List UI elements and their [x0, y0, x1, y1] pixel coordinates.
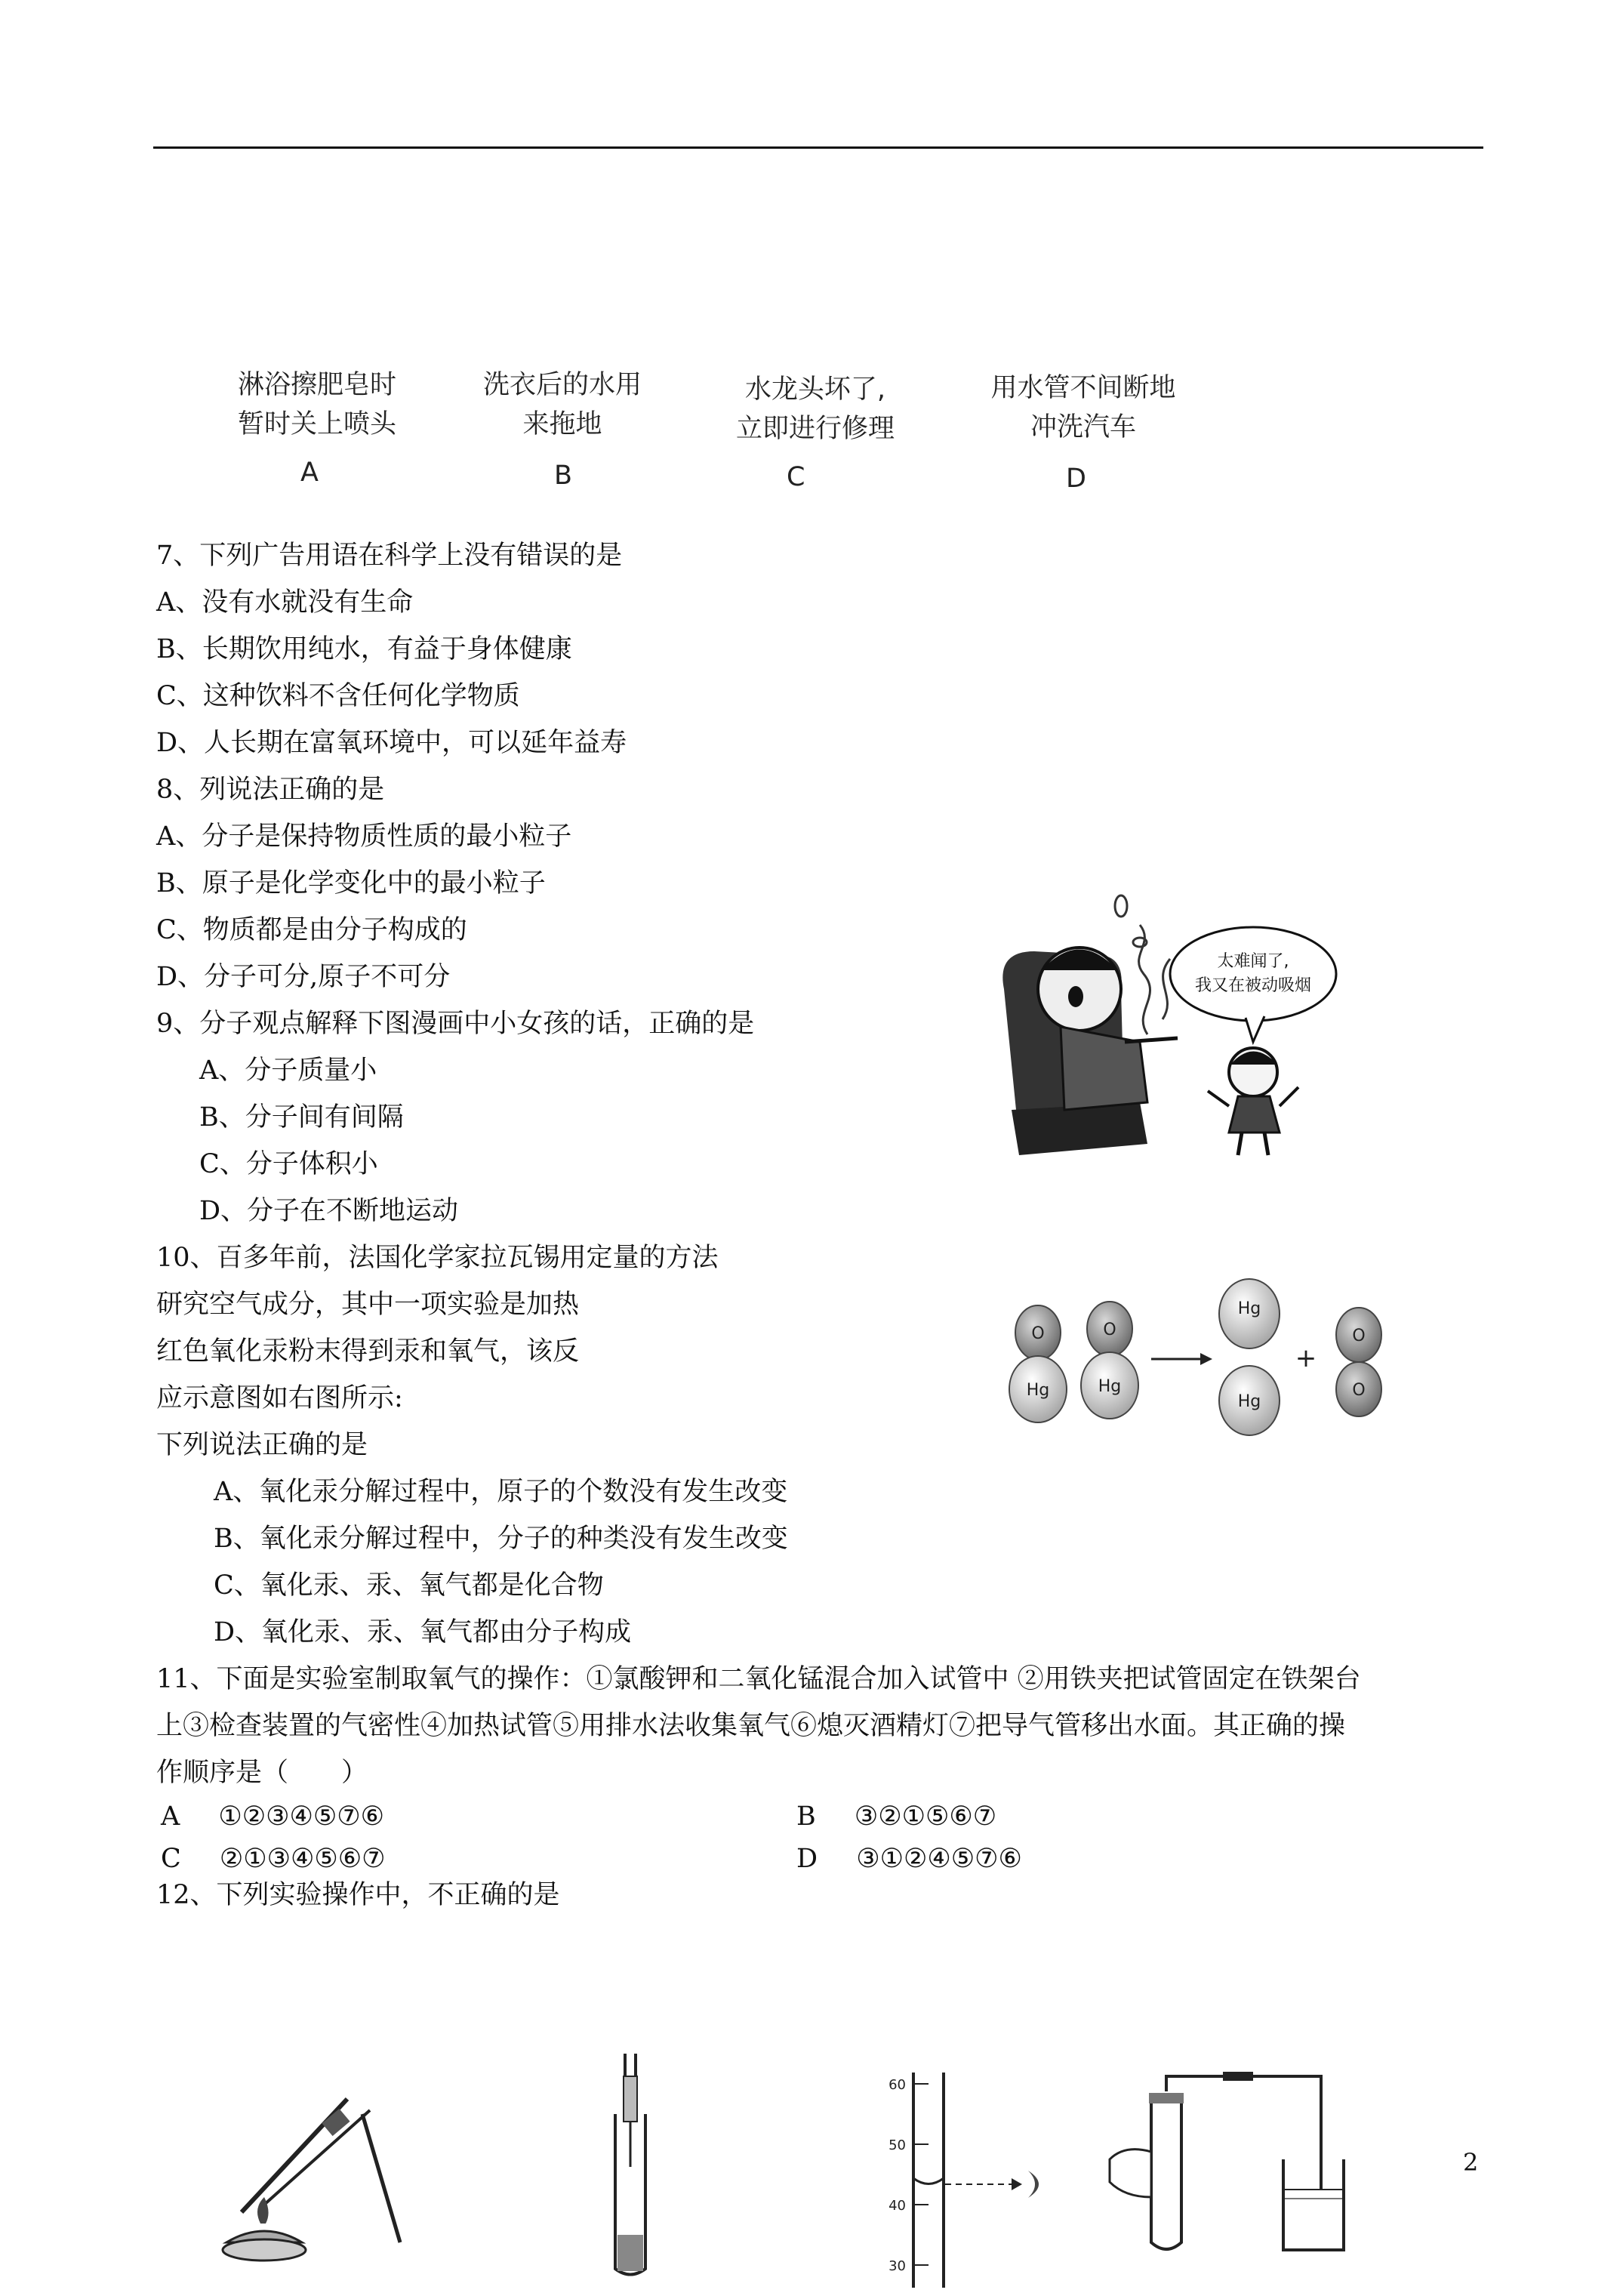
q7-stem: 7、下列广告用语在科学上没有错误的是 — [156, 541, 623, 571]
q10-stem-line4: 应示意图如右图所示: — [156, 1383, 403, 1413]
atom-o-label: O — [1103, 1321, 1116, 1339]
q9-option-d: D、分子在不断地运动 — [199, 1196, 459, 1226]
q12-stem: 12、下列实验操作中，不正确的是 — [156, 1880, 560, 1910]
atom-o-label: O — [1031, 1324, 1045, 1343]
header-rule — [153, 146, 1483, 149]
cylinder-tick-label: 60 — [888, 2077, 906, 2093]
q11-stem-line2: 上③检查装置的气密性④加热试管⑤用排水法收集氧气⑥熄灭酒精灯⑦把导气管移出水面。其正确的操 — [156, 1711, 1346, 1741]
q6-caption-d: 用水管不间断地 冲洗汽车 — [990, 373, 1176, 442]
atom-hg-label: Hg — [1237, 1299, 1261, 1318]
hand-icon — [1110, 2150, 1151, 2197]
q6-caption-a: 淋浴擦肥皂时 暂时关上喷头 — [237, 370, 396, 439]
q11-option-d: D ③①②④⑤⑦⑥ — [796, 1844, 1022, 1874]
q10-stem-line1: 10、百多年前，法国化学家拉瓦锡用定量的方法 — [156, 1243, 719, 1273]
page-number: 2 — [1463, 2148, 1479, 2177]
q8-option-c: C、物质都是由分子构成的 — [156, 915, 467, 945]
atom-hg-label: Hg — [1098, 1377, 1122, 1396]
q8-stem: 8、列说法正确的是 — [156, 775, 385, 805]
q10-stem-line5: 下列说法正确的是 — [156, 1430, 368, 1460]
q9-option-b: B、分子间有间隔 — [199, 1102, 404, 1133]
dropper-test-tube-figure — [596, 2054, 664, 2280]
q7-option-c: C、这种饮料不含任何化学物质 — [156, 681, 520, 711]
mercury-oxide-reaction-diagram — [996, 1268, 1389, 1457]
q10-option-a: A、氧化汞分解过程中，原子的个数没有发生改变 — [214, 1477, 788, 1507]
q7-option-b: B、长期饮用纯水，有益于身体健康 — [156, 634, 572, 664]
graduated-cylinder-reading-figure — [861, 2073, 1072, 2291]
q10-option-d: D、氧化汞、汞、氧气都由分子构成 — [214, 1617, 632, 1647]
heating-test-tube-figure — [219, 2069, 408, 2265]
q11-option-b: B ③②①⑤⑥⑦ — [796, 1801, 997, 1832]
q11-stem-line3: 作顺序是（ ） — [156, 1758, 368, 1788]
plus-sign: + — [1295, 1343, 1317, 1373]
q9-option-a: A、分子质量小 — [199, 1056, 377, 1086]
atom-hg-label: Hg — [1237, 1392, 1261, 1411]
bubble-text-line2: 我又在被动吸烟 — [1194, 976, 1312, 995]
q11-option-a: A ①②③④⑤⑦⑥ — [161, 1801, 385, 1832]
cylinder-tick-label: 30 — [888, 2258, 906, 2274]
q6-letter-c: C — [787, 462, 805, 492]
q10-stem-line3: 红色氧化汞粉末得到汞和氧气，该反 — [156, 1336, 580, 1367]
q8-option-d: D、分子可分,原子不可分 — [156, 962, 451, 992]
q10-option-c: C、氧化汞、汞、氧气都是化合物 — [214, 1570, 604, 1601]
airtightness-check-figure — [1095, 2069, 1351, 2265]
q11-stem-line1: 11、下面是实验室制取氧气的操作：①氯酸钾和二氧化锰混合加入试管中 ②用铁夹把试管固定在铁架台 — [156, 1664, 1361, 1694]
q6-caption-c: 水龙头坏了, 立即进行修理 — [735, 374, 895, 444]
cylinder-tick-label: 50 — [888, 2137, 906, 2153]
q6-letter-a: A — [300, 458, 319, 488]
eye-icon — [1028, 2171, 1039, 2198]
atom-hg-label: Hg — [1026, 1381, 1050, 1400]
bubble-text-line1: 太难闻了, — [1217, 952, 1289, 971]
q7-option-d: D、人长期在富氧环境中，可以延年益寿 — [156, 728, 627, 758]
smoking-cartoon-illustration — [989, 883, 1412, 1170]
q8-option-b: B、原子是化学变化中的最小粒子 — [156, 868, 546, 898]
q11-option-c: C ②①③④⑤⑥⑦ — [161, 1844, 386, 1874]
q8-option-a: A、分子是保持物质性质的最小粒子 — [156, 821, 572, 852]
cylinder-tick-label: 40 — [888, 2198, 906, 2214]
atom-o-label: O — [1352, 1381, 1366, 1400]
q10-stem-line2: 研究空气成分，其中一项实验是加热 — [156, 1290, 580, 1320]
atom-o-label: O — [1352, 1327, 1366, 1345]
q10-option-b: B、氧化汞分解过程中，分子的种类没有发生改变 — [214, 1524, 788, 1554]
q6-letter-d: D — [1066, 464, 1086, 494]
q6-caption-b: 洗衣后的水用 来拖地 — [482, 370, 642, 439]
q7-option-a: A、没有水就没有生命 — [156, 587, 414, 618]
q6-letter-b: B — [554, 461, 573, 491]
q9-option-c: C、分子体积小 — [199, 1149, 378, 1179]
q9-stem: 9、分子观点解释下图漫画中小女孩的话，正确的是 — [156, 1009, 755, 1039]
